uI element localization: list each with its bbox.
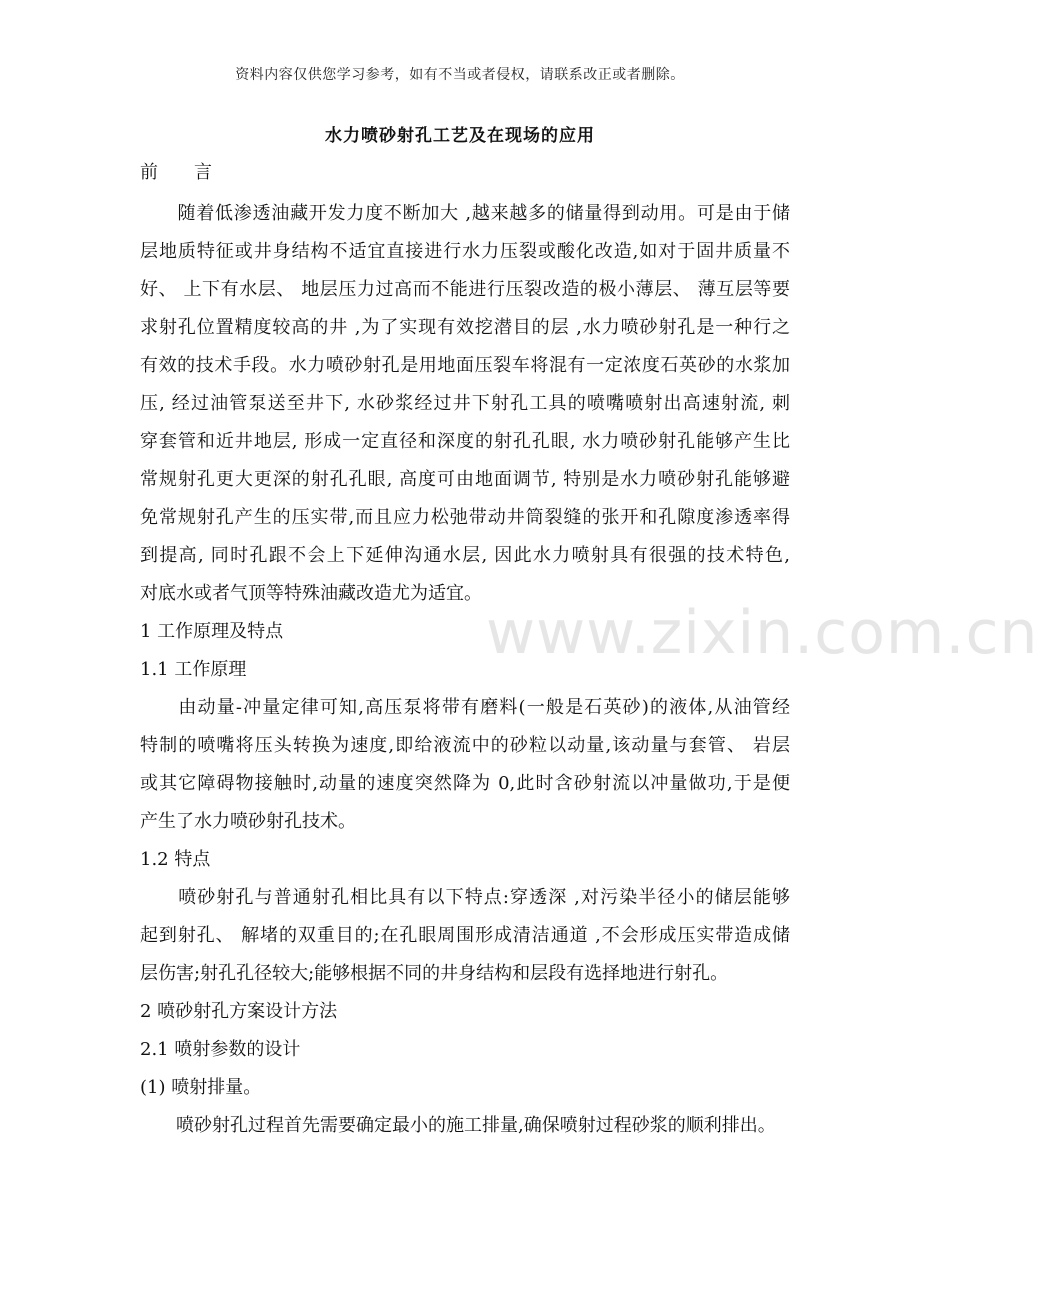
body-line: 穿套管和近井地层, 形成一定直径和深度的射孔孔眼, 水力喷砂射孔能够产生比 [140, 431, 790, 452]
body-line: 压, 经过油管泵送至井下, 水砂浆经过井下射孔工具的喷嘴喷射出高速射流, 刺 [140, 393, 790, 414]
section-heading: 1 工作原理及特点 [140, 621, 284, 642]
body-line: 由动量-冲量定律可知,高压泵将带有磨料(一般是石英砂)的液体,从油管经 [140, 697, 790, 718]
body-line: 对底水或者气顶等特殊油藏改造尤为适宜。 [140, 583, 482, 604]
header-disclaimer: 资料内容仅供您学习参考，如有不当或者侵权，请联系改正或者删除。 [235, 67, 685, 83]
body-line: 到提高, 同时孔跟不会上下延伸沟通水层, 因此水力喷射具有很强的技术特色, [140, 545, 790, 566]
body-line: 层伤害;射孔孔径较大;能够根据不同的井身结构和层段有选择地进行射孔。 [140, 963, 729, 984]
body-line: 求射孔位置精度较高的井 ,为了实现有效挖潜目的层 ,水力喷砂射孔是一种行之 [140, 317, 790, 338]
body-line: 常规射孔更大更深的射孔孔眼, 高度可由地面调节, 特别是水力喷砂射孔能够避 [140, 469, 790, 490]
section-heading-preface: 前 言 [140, 162, 212, 183]
body-line: 特制的喷嘴将压头转换为速度,即给液流中的砂粒以动量,该动量与套管、 岩层 [140, 735, 790, 756]
body-line: 有效的技术手段。水力喷砂射孔是用地面压裂车将混有一定浓度石英砂的水浆加 [140, 355, 790, 376]
body-line: 产生了水力喷砂射孔技术。 [140, 811, 356, 832]
body-line: 好、 上下有水层、 地层压力过高而不能进行压裂改造的极小薄层、 薄互层等要 [140, 279, 790, 300]
subsection-heading: 1.2 特点 [140, 849, 211, 870]
body-line: 随着低渗透油藏开发力度不断加大 ,越来越多的储量得到动用。可是由于储 [140, 203, 790, 224]
subsection-heading: 1.1 工作原理 [140, 659, 247, 680]
body-line: 免常规射孔产生的压实带,而且应力松弛带动井筒裂缝的张开和孔隙度渗透率得 [140, 507, 790, 528]
body-line: 或其它障碍物接触时,动量的速度突然降为 0,此时含砂射流以冲量做功,于是便 [140, 773, 790, 794]
list-heading: (1) 喷射排量。 [140, 1077, 262, 1098]
body-line: 喷砂射孔与普通射孔相比具有以下特点:穿透深 ,对污染半径小的储层能够 [140, 887, 790, 908]
document-title: 水力喷砂射孔工艺及在现场的应用 [325, 126, 595, 146]
section-heading: 2 喷砂射孔方案设计方法 [140, 1001, 338, 1022]
body-line: 层地质特征或井身结构不适宜直接进行水力压裂或酸化改造,如对于固井质量不 [140, 241, 790, 262]
body-line: 喷砂射孔过程首先需要确定最小的施工排量,确保喷射过程砂浆的顺利排出。 [140, 1115, 776, 1136]
subsection-heading: 2.1 喷射参数的设计 [140, 1039, 301, 1060]
watermark: www.zixin.com.cn [486, 598, 1038, 668]
body-line: 起到射孔、 解堵的双重目的;在孔眼周围形成清洁通道 ,不会形成压实带造成储 [140, 925, 790, 946]
